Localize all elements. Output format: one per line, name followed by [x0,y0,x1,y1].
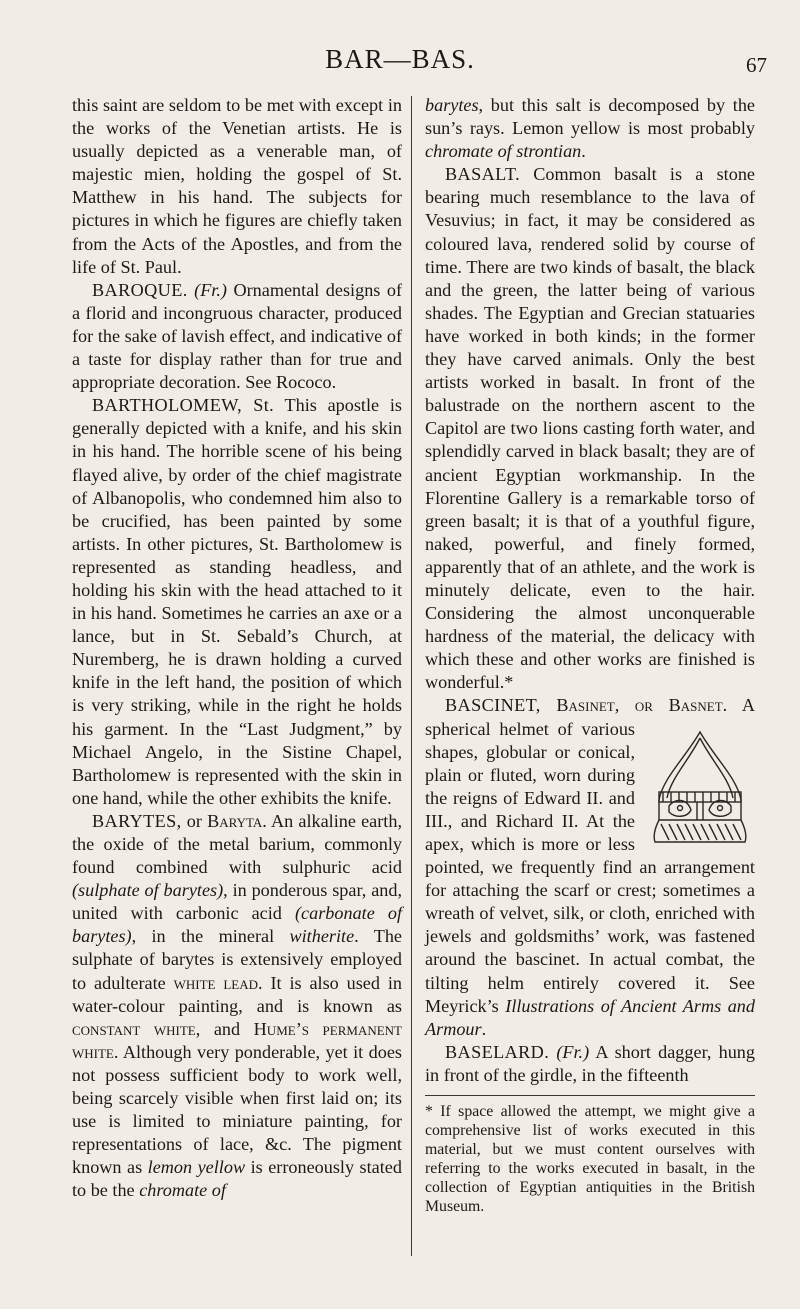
alt-headword: Basinet, or Basnet. [540,695,728,716]
cross-reference: white lead [173,972,259,993]
headword: BAROQUE. [92,279,188,300]
entry-text: Common basalt is a stone bearing much resemblance to the lava of Vesuvius; in fact, it may be considered as coloured lava, rendered solid by course of time. There are two kinds of basalt, the black and the green, the latter being of various shades. The Egyptian and Grecian statuaries have worked in both kinds; in the former they have carved animals. Only the best artists worked in basalt. In front of the balustrade on the northern ascent to the Capitol are two lions casting forth water, and splendidly carved in black basalt; they are of ancient Egyptian workmanship. In the Florentine Gallery is a remarkable torso of green basalt; it is that of a youthful figure, naked, powerful, and finely formed, apparently that of an athlete, and the work is minutely delicate, even to the hair. Considering the almost unconquerable hardness of the material, the delicacy with which these and other works are finished is wonderful.* [425,164,755,693]
entry-text: . [481,1018,487,1039]
entry-text: An alkaline earth, the oxide of the metal barium, commonly found combined with sulphuric acid [72,810,403,878]
entry-bartholomew [72,394,402,810]
paragraph-continuation [425,94,755,163]
entry-basalt [425,163,755,694]
footnote: * If space allowed the attempt, we might give a comprehensive list of works executed in this material, but we must content ourselves with referring to the works executed in basalt, in the collection of Egyptian antiquities in the British Museum. [425,1103,755,1216]
entry-text: , in ponderous spar, and, united with carbonic acid [72,880,403,924]
entry-text: , but this salt is decomposed by the sun’s rays. Lemon yellow is most probably [425,95,755,139]
running-head: BAR—BAS. [325,44,475,74]
cross-reference: Hume’s permanent white [72,1018,402,1062]
entry-text: . The sulphate of barytes is extensively employed to adulterate [72,926,403,993]
column-divider [411,96,412,1256]
headword: BASELARD. [445,1041,550,1062]
italic-term: chromate of [139,1180,226,1201]
italic-term: witherite [289,926,355,947]
right-column [425,94,755,1216]
entry-barytes [72,810,402,1203]
bascinet-helmet-icon [645,728,755,844]
entry-bascinet [425,694,755,1040]
paragraph-continuation [72,94,402,279]
entry-text: , and [195,1018,254,1039]
entry-text: A short dagger, hung in front of the girdle, in the fifteenth [425,1041,755,1085]
entry-baroque [72,279,402,394]
entry-text: Ornamental designs of a florid and incongruous character, produced for the sake of lavish effect, and indicative of a taste for display rather than for true and appropriate decoration. See Rococo. [72,279,402,393]
language-tag: (Fr.) [549,1041,590,1062]
italic-term: chromate of strontian [425,141,582,162]
language-tag: (Fr.) [194,279,227,300]
headword: BARTHOLOMEW, St. [92,395,275,416]
entry-text: or [181,810,208,831]
paragraph-text: this saint are seldom to be met with except in the works of the Venetian artists. He is usually depicted as a venerable man, of majestic mien, holding the gospel of St. Matthew in his hand. The subjects for pictures in which he figures are chiefly taken from the Acts of the Apostles, and from the life of St. Paul. [72,95,402,277]
entry-text: . Although very ponderable, yet it does not possess sufficient body to work well, being scarcely visible when first laid on; its use is limited to miniature painting, for representations of lace, &c. The pigment known as [72,1041,402,1178]
entry-text: . It is also used in water-colour painting, and is known as [72,972,403,1016]
entry-text: . [581,141,586,162]
headword: BASCINET, [445,695,541,716]
italic-title: Illustrations of Ancient Arms and Armour [425,995,755,1039]
italic-term: (sulphate of barytes) [72,880,224,901]
italic-term: barytes [425,95,479,115]
footnote-rule [425,1095,755,1096]
alt-headword: Baryta. [207,810,267,831]
entry-text: A spherical helmet of various shapes, globular or conical, plain or fluted, worn during the reigns of Edward II. and III., and Richard II. At the apex, which is more or less pointed, we frequently find an arrangement for attaching the scarf or crest; sometimes a wreath of velvet, silk, or cloth, enriched with jewels and goldsmiths’ work, was fastened around the bascinet. In actual combat, the tilting helm entirely covered it. See Meyrick’s [425,695,755,1016]
page-number: 67 [746,53,767,77]
cross-reference: constant white [72,1018,196,1039]
italic-term: (carbonate of barytes) [72,903,403,947]
entry-text: This apostle is generally depicted with a knife, and his skin in his hand. The horrible scene of his being flayed alive, by order of the chief magistrate of Albanopolis, who condemned him also to be crucified, has been painted by some artists. In other pictures, St. Bartholomew is represented as standing headless, and holding his skin with the head attached to it in his hand. Sometimes he carries an axe or a lance, but in St. Sebald’s Church, at Nuremberg, he is drawn holding a curved knife in the left hand, the position of which is very striking, while in the right he holds his garment. In the “Last Judgment,” by Michael Angelo, in the Sistine Chapel, Bartholomew is represented with the skin in one hand, while the other exhibits the knife. [72,395,402,808]
entry-text: , in the mineral [131,926,290,947]
headword: BASALT. [445,164,521,185]
headword: BARYTES, [92,810,182,831]
entry-baselard [425,1041,755,1087]
entry-text: is erroneously stated to be the [72,1157,402,1201]
left-column [72,94,402,1203]
italic-term: lemon yellow [147,1157,246,1178]
